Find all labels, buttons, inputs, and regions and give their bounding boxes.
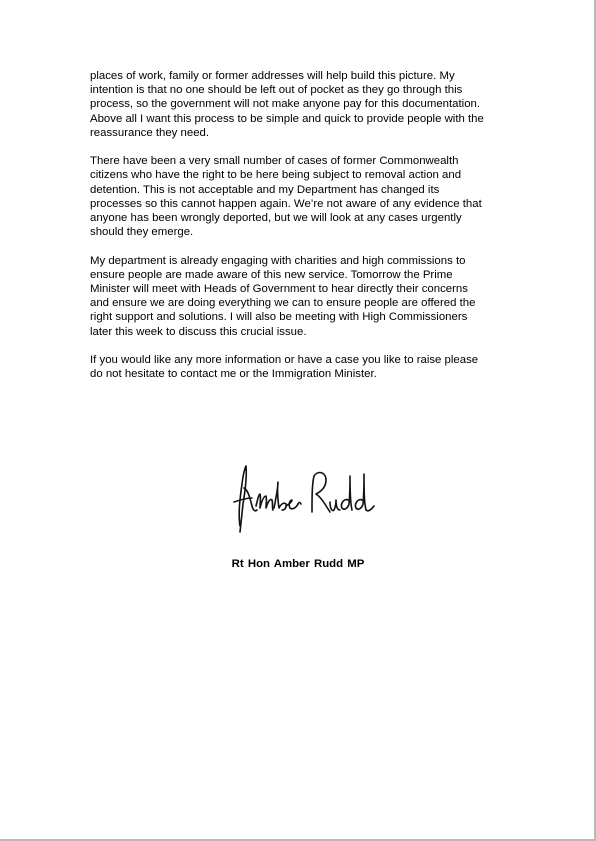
handwritten-signature bbox=[226, 458, 386, 538]
letter-body bbox=[90, 69, 506, 396]
paragraph-documentation: places of work, family or former addresses will help build this picture. My intention is that no one should be left out of pocket as they go through this process, so the government will not make anyone pay for this documentation. Above all I want this process to be simple and quick to provide people with the reassurance they need. bbox=[90, 70, 484, 139]
paragraph-contact: If you would like any more information or have a case you like to raise please do not hesitate to contact me or the Immigration Minister. bbox=[90, 354, 479, 381]
paragraph-department-engagement: My department is already engaging with charities and high commissions to ensure people are made aware of this new service. Tomorrow the Prime Minister will meet with Heads of Government to hear directly their concerns and ensure we are doing everything we can to ensure people are offered the right support and solutions. I will also be meeting with High Commissioners later this week to discuss this crucial issue. bbox=[90, 254, 476, 338]
signatory-name: Rt Hon Amber Rudd MP bbox=[231, 558, 365, 570]
paragraph-commonwealth-cases: There have been a very small number of cases of former Commonwealth citizens who have the right to be here being subject to removal action and detention. This is not acceptable and my Department has changed its processes so this cannot happen again. We’re not aware of any evidence that anyone has been wrongly deported, but we will look at any cases urgently should they emerge. bbox=[90, 155, 482, 239]
